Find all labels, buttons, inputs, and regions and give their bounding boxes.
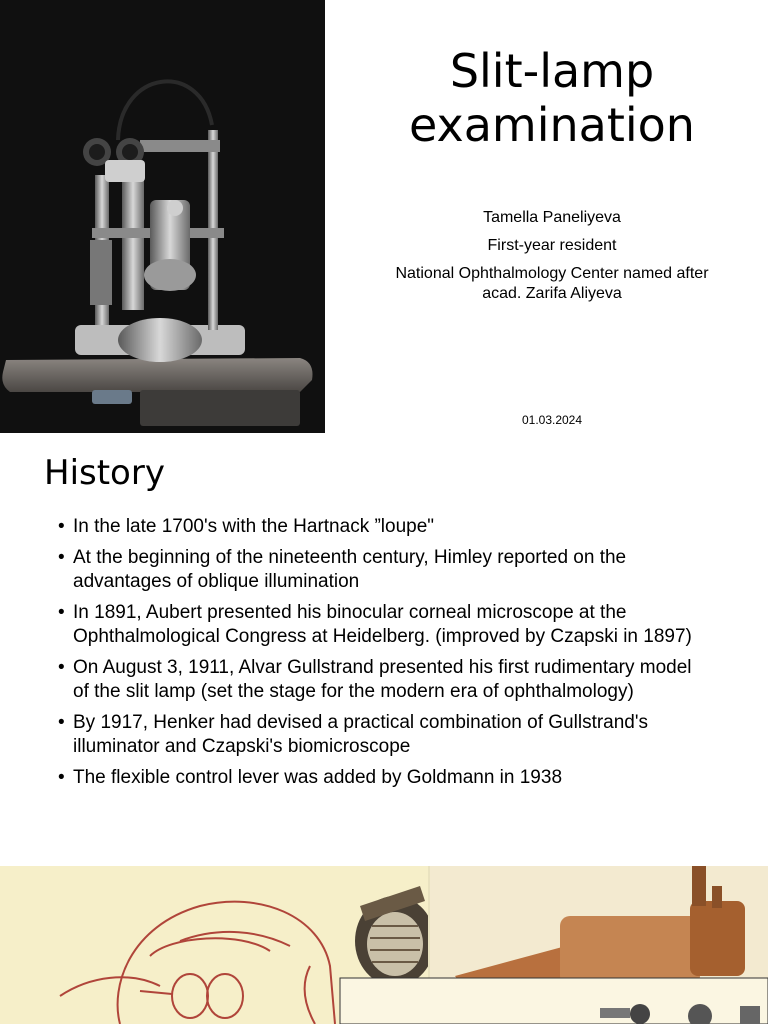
list-item: • In the late 1700's with the Hartnack ”loupe" bbox=[58, 515, 708, 539]
history-slide bbox=[0, 433, 768, 865]
title-slide bbox=[0, 0, 768, 433]
presentation-title: Slit-lamp examination bbox=[409, 44, 695, 152]
list-item: • On August 3, 1911, Alvar Gullstrand presented his first rudimentary model of the slit lamp (set the stage for the modern era of ophthalmology) bbox=[58, 656, 708, 704]
history-bullet-list bbox=[58, 515, 708, 797]
list-item: • By 1917, Henker had devised a practical combination of Gullstrand's illuminator and Czapski's biomicroscope bbox=[58, 711, 708, 759]
list-item: • At the beginning of the nineteenth century, Himley reported on the advantages of oblique illumination bbox=[58, 546, 708, 594]
author-info bbox=[380, 208, 724, 312]
author-name: Tamella Paneliyeva bbox=[483, 209, 621, 226]
list-item: • The flexible control lever was added by Goldmann in 1938 bbox=[58, 766, 708, 790]
author-role: First-year resident bbox=[487, 237, 617, 254]
historical-illustrations-slide bbox=[0, 866, 768, 1024]
slide-heading: History bbox=[44, 453, 165, 493]
presentation-date: 01.03.2024 bbox=[521, 413, 583, 427]
list-item: • In 1891, Aubert presented his binocular corneal microscope at the Ophthalmological Congress at Heidelberg. (improved by Czapski in 1897) bbox=[58, 601, 708, 649]
author-institution: National Ophthalmology Center named after acad. Zarifa Aliyeva bbox=[395, 265, 709, 302]
historical-slit-lamp-illustrations bbox=[0, 866, 768, 1024]
slit-lamp-device-photo bbox=[0, 0, 325, 433]
